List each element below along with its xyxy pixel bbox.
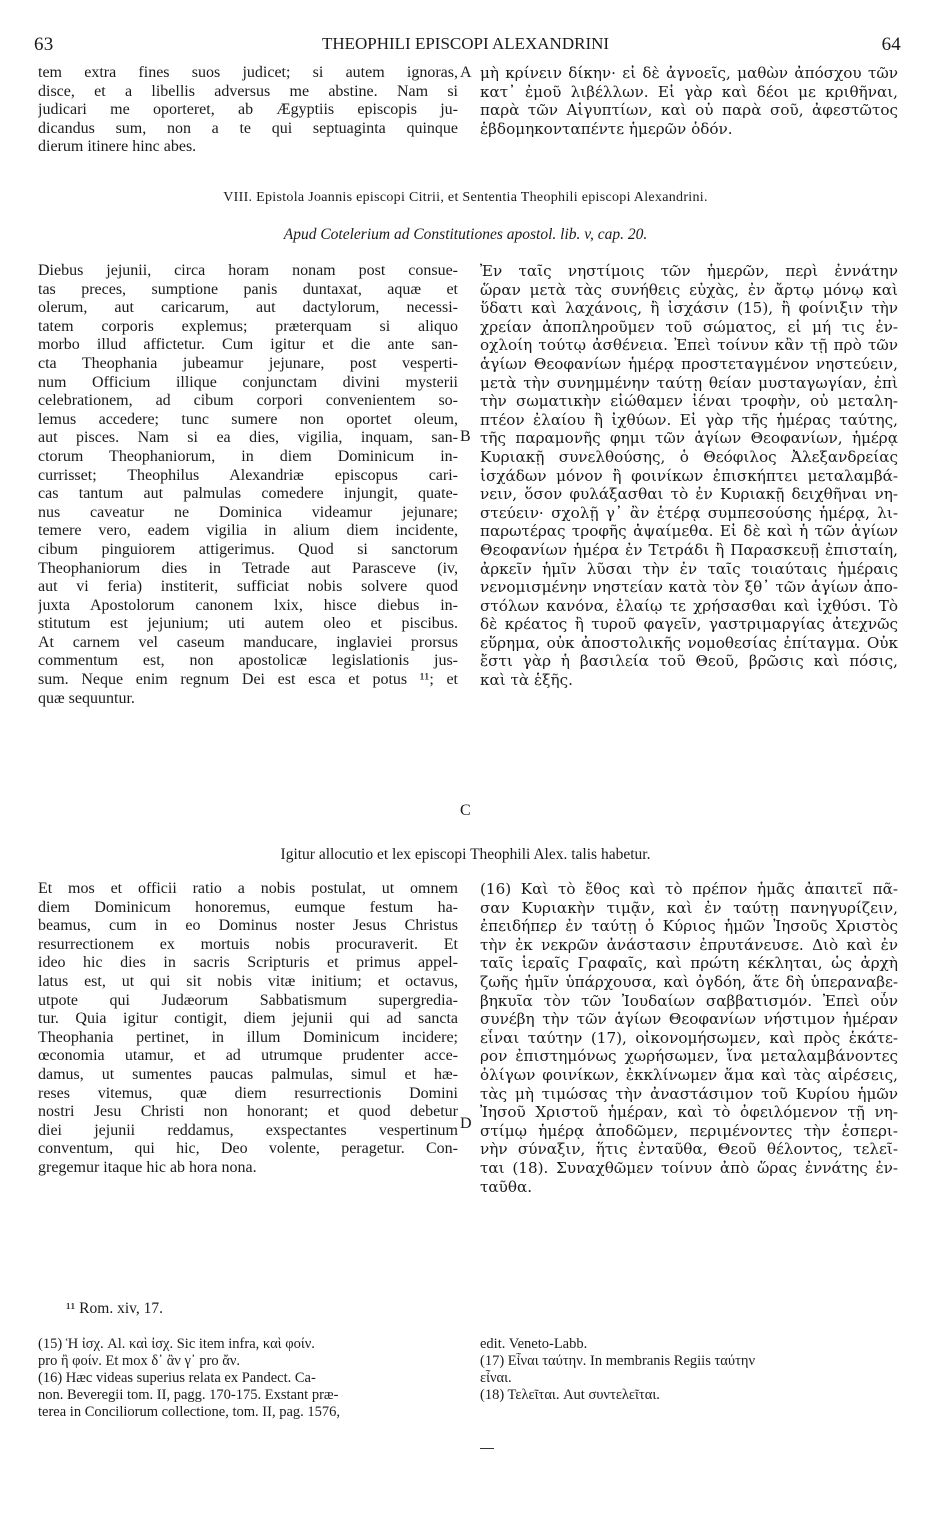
text-line: συνέβη τὴν τῶν ἁγίων Θεοφανίων νήστιμον ἡμέραν: [480, 1010, 898, 1029]
text-line: μετὰ τὴν συνημμένην ταύτῃ θείαν μυσταγωγίαν, ἐπὶ: [480, 373, 898, 392]
note-line: (18) Τελεῖται. Aut συντελεῖται.: [480, 1387, 660, 1403]
text-line: diem Dominicum honoremus, eumque festum ha-: [38, 898, 458, 916]
text-line: βηκυῖα τὸν τῶν Ἰουδαίων σαββατισμόν. Ἐπεὶ οὖν: [480, 991, 898, 1010]
mid-greek-block: [480, 262, 898, 690]
text-line: οχλοίη τούτῳ ἀσθένεια. Ἐπεὶ τοίνυν κἂν τῇ πρὸ τῶν: [480, 336, 898, 355]
text-line: ἔστι γὰρ ἡ βασιλεία τοῦ Θεοῦ, βρῶσις καὶ πόσις,: [480, 652, 898, 671]
text-line: quæ sequuntur.: [38, 689, 135, 707]
text-line: στόλων κανόνα, ἐλαίῳ τε χρήσασθαι καὶ ἰχθύσι. Τὸ: [480, 596, 898, 615]
text-line: νειν, ὅσον φυλάξασθαι τὸ ἐν Κυριακῇ δειχθῆναι νη-: [480, 485, 898, 504]
lower-latin-block: [38, 880, 458, 1178]
text-line: utpote qui Judæorum Sabbatismum supergredia-: [38, 991, 458, 1009]
text-line: gregemur itaque hic ab hora nona.: [38, 1158, 257, 1176]
note-line: non. Beveregii tom. II, pagg. 170-175. Exstant præ-: [38, 1387, 339, 1403]
notes-right: [480, 1336, 898, 1404]
page-number-left: 63: [34, 34, 54, 55]
text-line: ρον ἐπιστημόνως χωρήσωμεν, ἵνα μεταλαμβάνοντες: [480, 1047, 898, 1066]
text-line: μὴ κρίνειν δίκην· εἰ δὲ ἀγνοεῖς, μαθὼν ἀπόσχου τῶν: [480, 64, 898, 82]
text-line: ἀρκεῖν ἡμῖν λῦσαι τὴν ἐν ταῖς τοιαύταις ἡμέραις: [480, 559, 898, 578]
text-line: καὶ τὰ ἑξῆς.: [480, 671, 573, 690]
text-line: juxta Apostolorum canonem lxix, hisce diebus in-: [38, 596, 458, 614]
text-line: tatem corporis explemus; præterquam si aliquo: [38, 317, 458, 335]
text-line: ται (18). Συναχθῶμεν τοίνυν ἀπὸ ὥρας ἐννάτης ἐν-: [480, 1158, 898, 1177]
text-line: olerum, aut caricarum, aut dactylorum, necessi-: [38, 299, 458, 317]
text-line: δὲ κρέατος ἢ τυροῦ φαγεῖν, γαστριμαργίας ἀτεχνῶς: [480, 615, 898, 634]
text-line: ταῦθα.: [480, 1177, 533, 1196]
text-line: conventum, qui hic, Deo volente, peragetur. Con-: [38, 1140, 458, 1158]
text-line: diei jejunii reddamus, exspectantes vespertinum: [38, 1121, 458, 1139]
text-line: cta Theophania jubeamur jejunare, post vesperti-: [38, 354, 458, 372]
text-line: Theophania pertinet, in illum Dominicum incidere;: [38, 1028, 458, 1046]
bible-footnote: ¹¹ Rom. xiv, 17.: [66, 1300, 163, 1317]
text-line: commentum est, non apostolicæ legislationis jus-: [38, 652, 458, 670]
text-line: Theophaniorum dies in Tetrade aut Parasceve (iv,: [38, 559, 458, 577]
margin-marker-c: C: [460, 802, 471, 819]
text-line: ἁγίων Θεοφανίων ἡμέρᾳ προστεταγμένον νηστεύειν,: [480, 354, 898, 373]
margin-marker-a: A: [460, 64, 472, 81]
notes-left: [38, 1336, 458, 1421]
text-line: ὥραν μετὰ τὰς συνήθεις εὐχὰς, ἐν ἄρτῳ μόνῳ καὶ: [480, 280, 898, 299]
text-line: cas tantum aut palmulas comedere injungit, quate-: [38, 485, 458, 503]
text-line: παρωτέρας τροφῆς ἁψαίμεθα. Εἰ δὲ καὶ ἡ τῶν ἁγίων: [480, 522, 898, 541]
text-line: morbo illud affictetur. Cum igitur et die ante san-: [38, 336, 458, 354]
text-line: currisset; Theophilus Alexandriæ episcopus cari-: [38, 466, 458, 484]
text-line: dicandus sum, non a te qui septuaginta quinque: [38, 119, 458, 137]
text-line: beamus, cum in eo Dominus noster Jesus Christus: [38, 917, 458, 935]
margin-marker-b: B: [460, 428, 471, 445]
text-line: πτέον ἐλαίου ἢ ἰχθύων. Εἰ γὰρ τῆς ἡμέρας ταύτης,: [480, 410, 898, 429]
running-title: THEOPHILI EPISCOPI ALEXANDRINI: [321, 34, 610, 53]
top-latin-block: [38, 64, 458, 157]
text-line: damus, ut sumentes paucas palmulas, simul et hæ-: [38, 1065, 458, 1083]
allocutio-heading: Igitur allocutio et lex episcopi Theophili Alex. talis habetur.: [280, 846, 651, 863]
text-line: Θεοφανίων ἡμέρα ἐν Τετράδι ἢ Παρασκευῇ ἐπισταίη,: [480, 540, 898, 559]
text-line: cibum pinguiorem attigerimus. Quod si sanctorum: [38, 540, 458, 558]
text-line: At carnem vel caseum manducare, inglaviei prorsus: [38, 633, 458, 651]
text-line: judicari me oporteret, ab Ægyptiis episcopis ju-: [38, 101, 458, 119]
text-line: œconomia utamur, et ad utrumque prudenter acce-: [38, 1047, 458, 1065]
text-line: celebrationem, ad cibum corpori convenientem so-: [38, 392, 458, 410]
section-source: Apud Cotelerium ad Constitutiones apostol. lib. v, cap. 20.: [283, 226, 648, 243]
text-line: tas preces, sumptione panis duntaxat, aquæ et: [38, 280, 458, 298]
text-line: num Officium illique conjunctam divini mysterii: [38, 373, 458, 391]
text-line: κατ᾽ ἐμοῦ λιβέλλων. Εἰ γὰρ καὶ δέοι με κριθῆναι,: [480, 82, 898, 101]
text-line: ἐπειδήπερ ἐν ταύτῃ ὁ Κύριος ἡμῶν Ἰησοῦς Χριστὸς: [480, 917, 898, 936]
margin-marker-d: D: [460, 1115, 472, 1132]
text-line: σαν Κυριακὴν τιμᾷν, καὶ ἐν ταύτῃ πανηγυρίζειν,: [480, 898, 898, 917]
text-line: στίμῳ ἡμέρᾳ ἀποδῶμεν, περιμένοντες τὴν ἑσπερι-: [480, 1121, 898, 1140]
page-number-right: 64: [881, 34, 901, 55]
text-line: lemus accedere; tunc sumere non oportet oleum,: [38, 410, 458, 428]
text-line: τὴν ἐκ νεκρῶν ἀνάστασιν ἐπρυτάνευσε. Διὸ καὶ ἐν: [480, 935, 898, 954]
text-line: aut pisces. Nam si ea dies, vigilia, inquam, san-: [38, 429, 458, 447]
text-line: ζωῆς ἡμῖν ὑπάρχουσα, καὶ ὀγδόη, ἅτε δὴ ὑπεραναβε-: [480, 972, 898, 991]
note-line: εἶναι.: [480, 1370, 512, 1386]
text-line: τὰς μὴ τιμώσας τὴν ἀναστάσιμον τοῦ Κυρίου ἡμῶν: [480, 1084, 898, 1103]
mid-latin-block: [38, 262, 458, 708]
text-line: Κυριακῇ συνελθούσης, ὁ Θεόφιλος Ἀλεξανδρείας: [480, 447, 898, 466]
section-heading: VIII. Epistola Joannis episcopi Citrii, et Sententia Theophili episcopi Alexandrini.: [223, 190, 708, 205]
text-line: ὀλίγων φοινίκων, ἐκκλίνωμεν ἅμα καὶ τὰς αἱρέσεις,: [480, 1065, 898, 1084]
text-line: τὴν σωματικὴν εἰώθαμεν ἰέναι τροφὴν, οὐ μεταλη-: [480, 392, 898, 411]
text-line: Ἐν ταῖς νηστίμοις τῶν ἡμερῶν, περὶ ἐννάτην: [480, 262, 898, 280]
text-line: disce, et a libellis adversus me abstine. Nam si: [38, 82, 458, 100]
text-line: στεύειν· σχολῇ γ᾽ ἂν ἑτέρᾳ συμπεσούσης ἡμέρᾳ, λι-: [480, 503, 898, 522]
text-line: (16) Καὶ τὸ ἔθος καὶ τὸ πρέπον ἡμᾶς ἀπαιτεῖ πᾶ-: [480, 880, 898, 898]
text-line: εὕρημα, οὐκ ἀποστολικῆς νομοθεσίας ἐπίταγμα. Οὐκ: [480, 633, 898, 652]
text-line: εἶναι ταύτην (17), οἰκονομήσωμεν, καὶ πρὸς ἑκάτε-: [480, 1028, 898, 1047]
text-line: ἑβδομηκονταπέντε ἡμερῶν ὁδόν.: [480, 119, 733, 138]
lower-greek-block: [480, 880, 898, 1196]
closing-rule: [480, 1448, 494, 1449]
text-line: stitutum est jejunium; uti autem oleo et piscibus.: [38, 615, 458, 633]
note-line: (15) Ἡ ἰσχ. Al. καὶ ἰσχ. Sic item infra, καὶ φοίν.: [38, 1336, 315, 1352]
text-line: Ἰησοῦ Χριστοῦ ἡμέραν, καὶ τὸ ὀφειλόμενον τῇ νη-: [480, 1103, 898, 1122]
text-line: νὴν σύναξιν, ἥτις ἐνταῦθα, Θεοῦ θέλοντος, τελεῖ-: [480, 1140, 898, 1159]
text-line: tem extra fines suos judicet; si autem ignoras,: [38, 64, 458, 81]
text-line: ideo hic dies in sacris Scripturis et primus appel-: [38, 954, 458, 972]
text-line: ἰσχάδων μόνον ἢ φοινίκων ἐπισκήπτει μεταλαμβά-: [480, 466, 898, 485]
top-greek-block: [480, 64, 898, 138]
note-line: edit. Veneto-Labb.: [480, 1336, 588, 1352]
text-line: reses vitemus, quæ diem resurrectionis Domini: [38, 1084, 458, 1102]
text-line: resurrectionem ex mortuis nobis procuraverit. Et: [38, 935, 458, 953]
note-line: (17) Εἶναι ταύτην. In membranis Regiis ταύτην: [480, 1353, 756, 1369]
text-line: ctorum Theophaniorum, in diem Dominicum in-: [38, 447, 458, 465]
text-line: Diebus jejunii, circa horam nonam post consue-: [38, 262, 458, 279]
text-line: nus caveatur ne Dominica videamur jejunare;: [38, 503, 458, 521]
note-line: pro ἢ φοίν. Et mox δ᾽ ἂν γ᾽ pro ἄν.: [38, 1353, 241, 1369]
text-line: nostri Jesu Christi non honorant; et quod debetur: [38, 1103, 458, 1121]
text-line: dierum itinere hinc abes.: [38, 138, 197, 156]
text-line: Et mos et officii ratio a nobis postulat, ut omnem: [38, 880, 458, 897]
note-line: terea in Conciliorum collectione, tom. II, pag. 1576,: [38, 1404, 341, 1420]
text-line: temere vero, eadem vigilia in alium diem incidente,: [38, 522, 458, 540]
text-line: latus est, ut qui sit nobis vitæ initium; et octavus,: [38, 972, 458, 990]
text-line: ὕδατι καὶ λαχάνοις, ἢ ἰσχάσιν (15), ἢ φοίνιξιν τὴν: [480, 299, 898, 318]
text-line: tur. Quia igitur contigit, diem jejunii qui ad sancta: [38, 1010, 458, 1028]
text-line: sum. Neque enim regnum Dei est esca et potus ¹¹; et: [38, 671, 458, 689]
text-line: aut vi feria) institerit, sufficiat nobis solvere quod: [38, 578, 458, 596]
note-line: (16) Hæc videas superius relata ex Pandect. Ca-: [38, 1370, 316, 1386]
text-line: χρείαν ἀποπληροῦμεν τοῦ σώματος, εἰ μή τις ἐν-: [480, 317, 898, 336]
text-line: νενομισμένην νηστείαν κατὰ τὸν ξθ᾽ τῶν ἁγίων ἀπο-: [480, 578, 898, 597]
text-line: παρὰ τῶν Αἰγυπτίων, καὶ οὐ παρὰ σοῦ, ἀφεστῶτος: [480, 101, 898, 120]
text-line: τῆς παραμονῆς φημι τῶν ἁγίων Θεοφανίων, ἡμέρᾳ: [480, 429, 898, 448]
text-line: ταῖς ἱεραῖς Γραφαῖς, καὶ πρώτη κέκληται, ὡς ἀρχὴ: [480, 954, 898, 973]
